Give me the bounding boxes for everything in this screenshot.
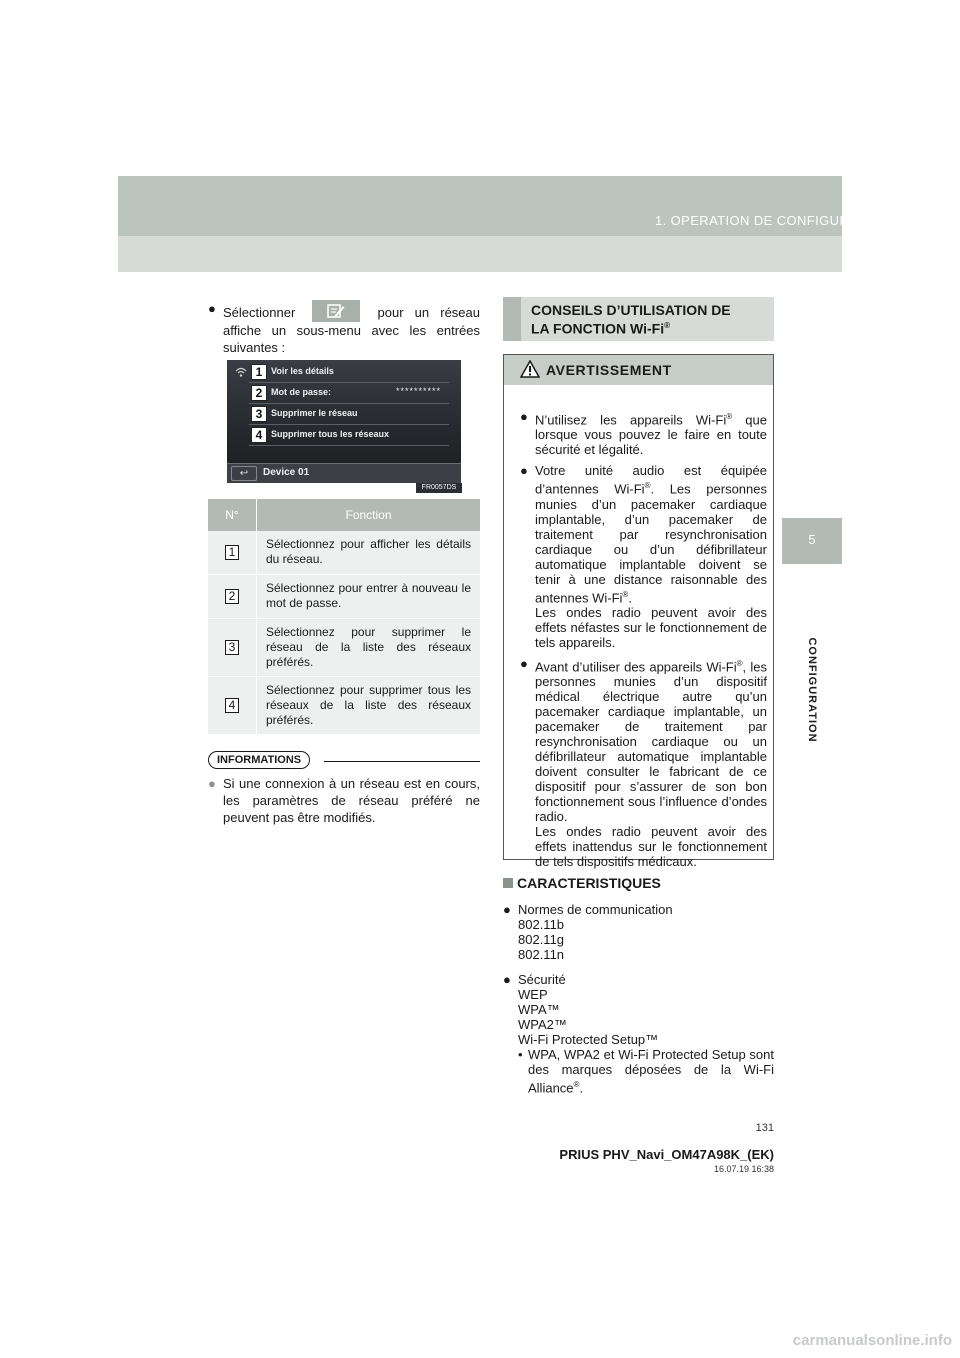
watermark: carmanualsonline.info xyxy=(792,1332,952,1349)
spec-communication xyxy=(503,902,774,962)
spec-security xyxy=(503,972,774,1095)
spec-value: Wi-Fi Protected Setup™ xyxy=(518,1032,659,1047)
back-arrow-icon[interactable]: ↩ xyxy=(231,466,257,481)
section-header xyxy=(503,297,774,341)
section-heading: CONSEILS D’UTILISATION DE LA FONCTION Wi-Fi® xyxy=(531,302,731,337)
screen-footer xyxy=(227,463,461,483)
screen-row-label: Supprimer le réseau xyxy=(271,408,358,418)
section-title: 1. OPERATION DE CONFIGURATION xyxy=(654,213,890,228)
info-box xyxy=(208,750,480,826)
edit-icon xyxy=(312,300,360,322)
warning-header xyxy=(504,355,773,385)
spec-value: 802.11n xyxy=(518,947,565,962)
intro-paragraph xyxy=(208,300,480,356)
image-code: FR0057DS xyxy=(416,483,462,493)
info-text-body: Si une connexion à un réseau est en cours, les paramètres de réseau préféré ne peuvent pas être modifiés. xyxy=(223,776,480,825)
screen-row-label: Supprimer tous les réseaux xyxy=(271,429,390,439)
table-row xyxy=(208,575,480,619)
specifications xyxy=(503,874,774,1095)
chapter-label: CONFIGURATION xyxy=(806,637,818,743)
warning-box xyxy=(503,354,774,870)
spec-value: WEP xyxy=(518,987,548,1002)
warning-item: ● Avant d’utiliser des appareils Wi-Fi®, les personnes munies d’un dispositif médical électrique autre qu’un pacemaker cardiaque implantable, un pacemaker de traitement par resynchronisation cardiaque ou un défibrillateur automatique implantable doivent consulter le fabricant de ce dispositif pour s’assurer de son bon fonctionnement sous l’influence d’ondes radio. Les ondes radio peuvent avoir des effets inattendus sur le fonctionnement de tels dispositifs médicaux. xyxy=(520,655,768,870)
screen-row-details[interactable] xyxy=(249,362,449,383)
page-number: 131 xyxy=(755,1122,774,1134)
footer-date: 16.07.19 16:38 xyxy=(713,1164,774,1174)
screen-row-number: 3 xyxy=(251,406,267,422)
warning-item: ● Votre unité audio est équipée d’antennes Wi-Fi®. Les personnes munies d’un pacemaker cardiaque implantable, d’un pacemaker de traitement par resynchronisation cardiaque ou d’un défibrillateur automatique implantable doivent se tenir à une distance raisonnable des antennes Wi-Fi®. Les ondes radio peuvent avoir des effets néfastes sur le fonctionnement de tels appareils. xyxy=(520,463,767,650)
warning-triangle-icon xyxy=(520,360,540,378)
trademark-note: • WPA, WPA2 et Wi-Fi Protected Setup sont des marques déposées de la Wi-Fi Alliance®. xyxy=(518,1047,774,1096)
table-header xyxy=(208,499,480,531)
bullet-icon: ● xyxy=(520,463,528,479)
intro-before: Sélectionner xyxy=(223,305,296,320)
chapter-number: 5 xyxy=(808,532,816,547)
row-number: 4 xyxy=(225,698,239,713)
bullet-icon: ● xyxy=(208,776,216,791)
row-text: Sélectionnez pour entrer à nouveau le mot de passe. xyxy=(256,575,480,618)
bullet-icon: ● xyxy=(503,902,511,917)
row-number: 2 xyxy=(225,589,239,604)
screen-row-delete-network[interactable] xyxy=(249,404,449,425)
screen-row-number: 2 xyxy=(251,385,267,401)
header-function: Fonction xyxy=(256,499,480,531)
table-row xyxy=(208,619,480,677)
footer-model: PRIUS PHV_Navi_OM47A98K_(EK) xyxy=(559,1147,774,1162)
warning-item: ● N’utilisez les appareils Wi-Fi® que lorsque vous pouvez le faire en toute sécurité et légalité. xyxy=(520,409,767,458)
table-row xyxy=(208,531,480,575)
screen-row-password[interactable] xyxy=(249,383,449,404)
row-text: Sélectionnez pour supprimer le réseau de la liste des réseaux préférés. xyxy=(256,619,480,676)
spec-value: 802.11b xyxy=(518,917,565,932)
warning-title: AVERTISSEMENT xyxy=(546,362,672,378)
spec-value: WPA™ xyxy=(518,1002,560,1017)
wifi-submenu-screenshot xyxy=(227,360,461,483)
bullet-icon: ● xyxy=(208,301,216,316)
spec-label: Normes de communication xyxy=(518,902,673,917)
bullet-icon: ● xyxy=(520,655,528,671)
chapter-tab xyxy=(782,518,842,564)
header-number: N° xyxy=(225,508,239,522)
screen-row-delete-all[interactable] xyxy=(249,425,449,446)
password-mask: ********** xyxy=(395,386,441,396)
screen-row-number: 1 xyxy=(251,364,267,380)
intro-after: pour un réseau affiche un sous-menu avec les entrées suivantes : xyxy=(223,305,480,355)
row-number: 3 xyxy=(225,640,239,655)
row-number: 1 xyxy=(225,545,239,560)
row-text: Sélectionnez pour supprimer tous les réseaux de la liste des réseaux préférés. xyxy=(256,677,480,734)
spec-label: Sécurité xyxy=(518,972,566,987)
info-text xyxy=(208,775,480,826)
bullet-icon: ● xyxy=(503,972,511,987)
screen-row-label: Voir les détails xyxy=(271,366,334,376)
wifi-icon xyxy=(235,366,247,378)
row-text: Sélectionnez pour afficher les détails du réseau. xyxy=(256,531,480,574)
function-table xyxy=(208,499,480,735)
table-row xyxy=(208,677,480,735)
bullet-icon: ● xyxy=(520,409,528,424)
screen-row-number: 4 xyxy=(251,427,267,443)
info-label: INFORMATIONS xyxy=(208,751,310,769)
screen-row-label: Mot de passe: xyxy=(271,387,332,397)
device-name: Device 01 xyxy=(263,467,310,478)
left-column xyxy=(208,300,480,356)
spec-value: WPA2™ xyxy=(518,1017,567,1032)
right-column xyxy=(503,297,774,341)
spec-title: CARACTERISTIQUES xyxy=(503,874,774,892)
spec-value: 802.11g xyxy=(518,932,565,947)
